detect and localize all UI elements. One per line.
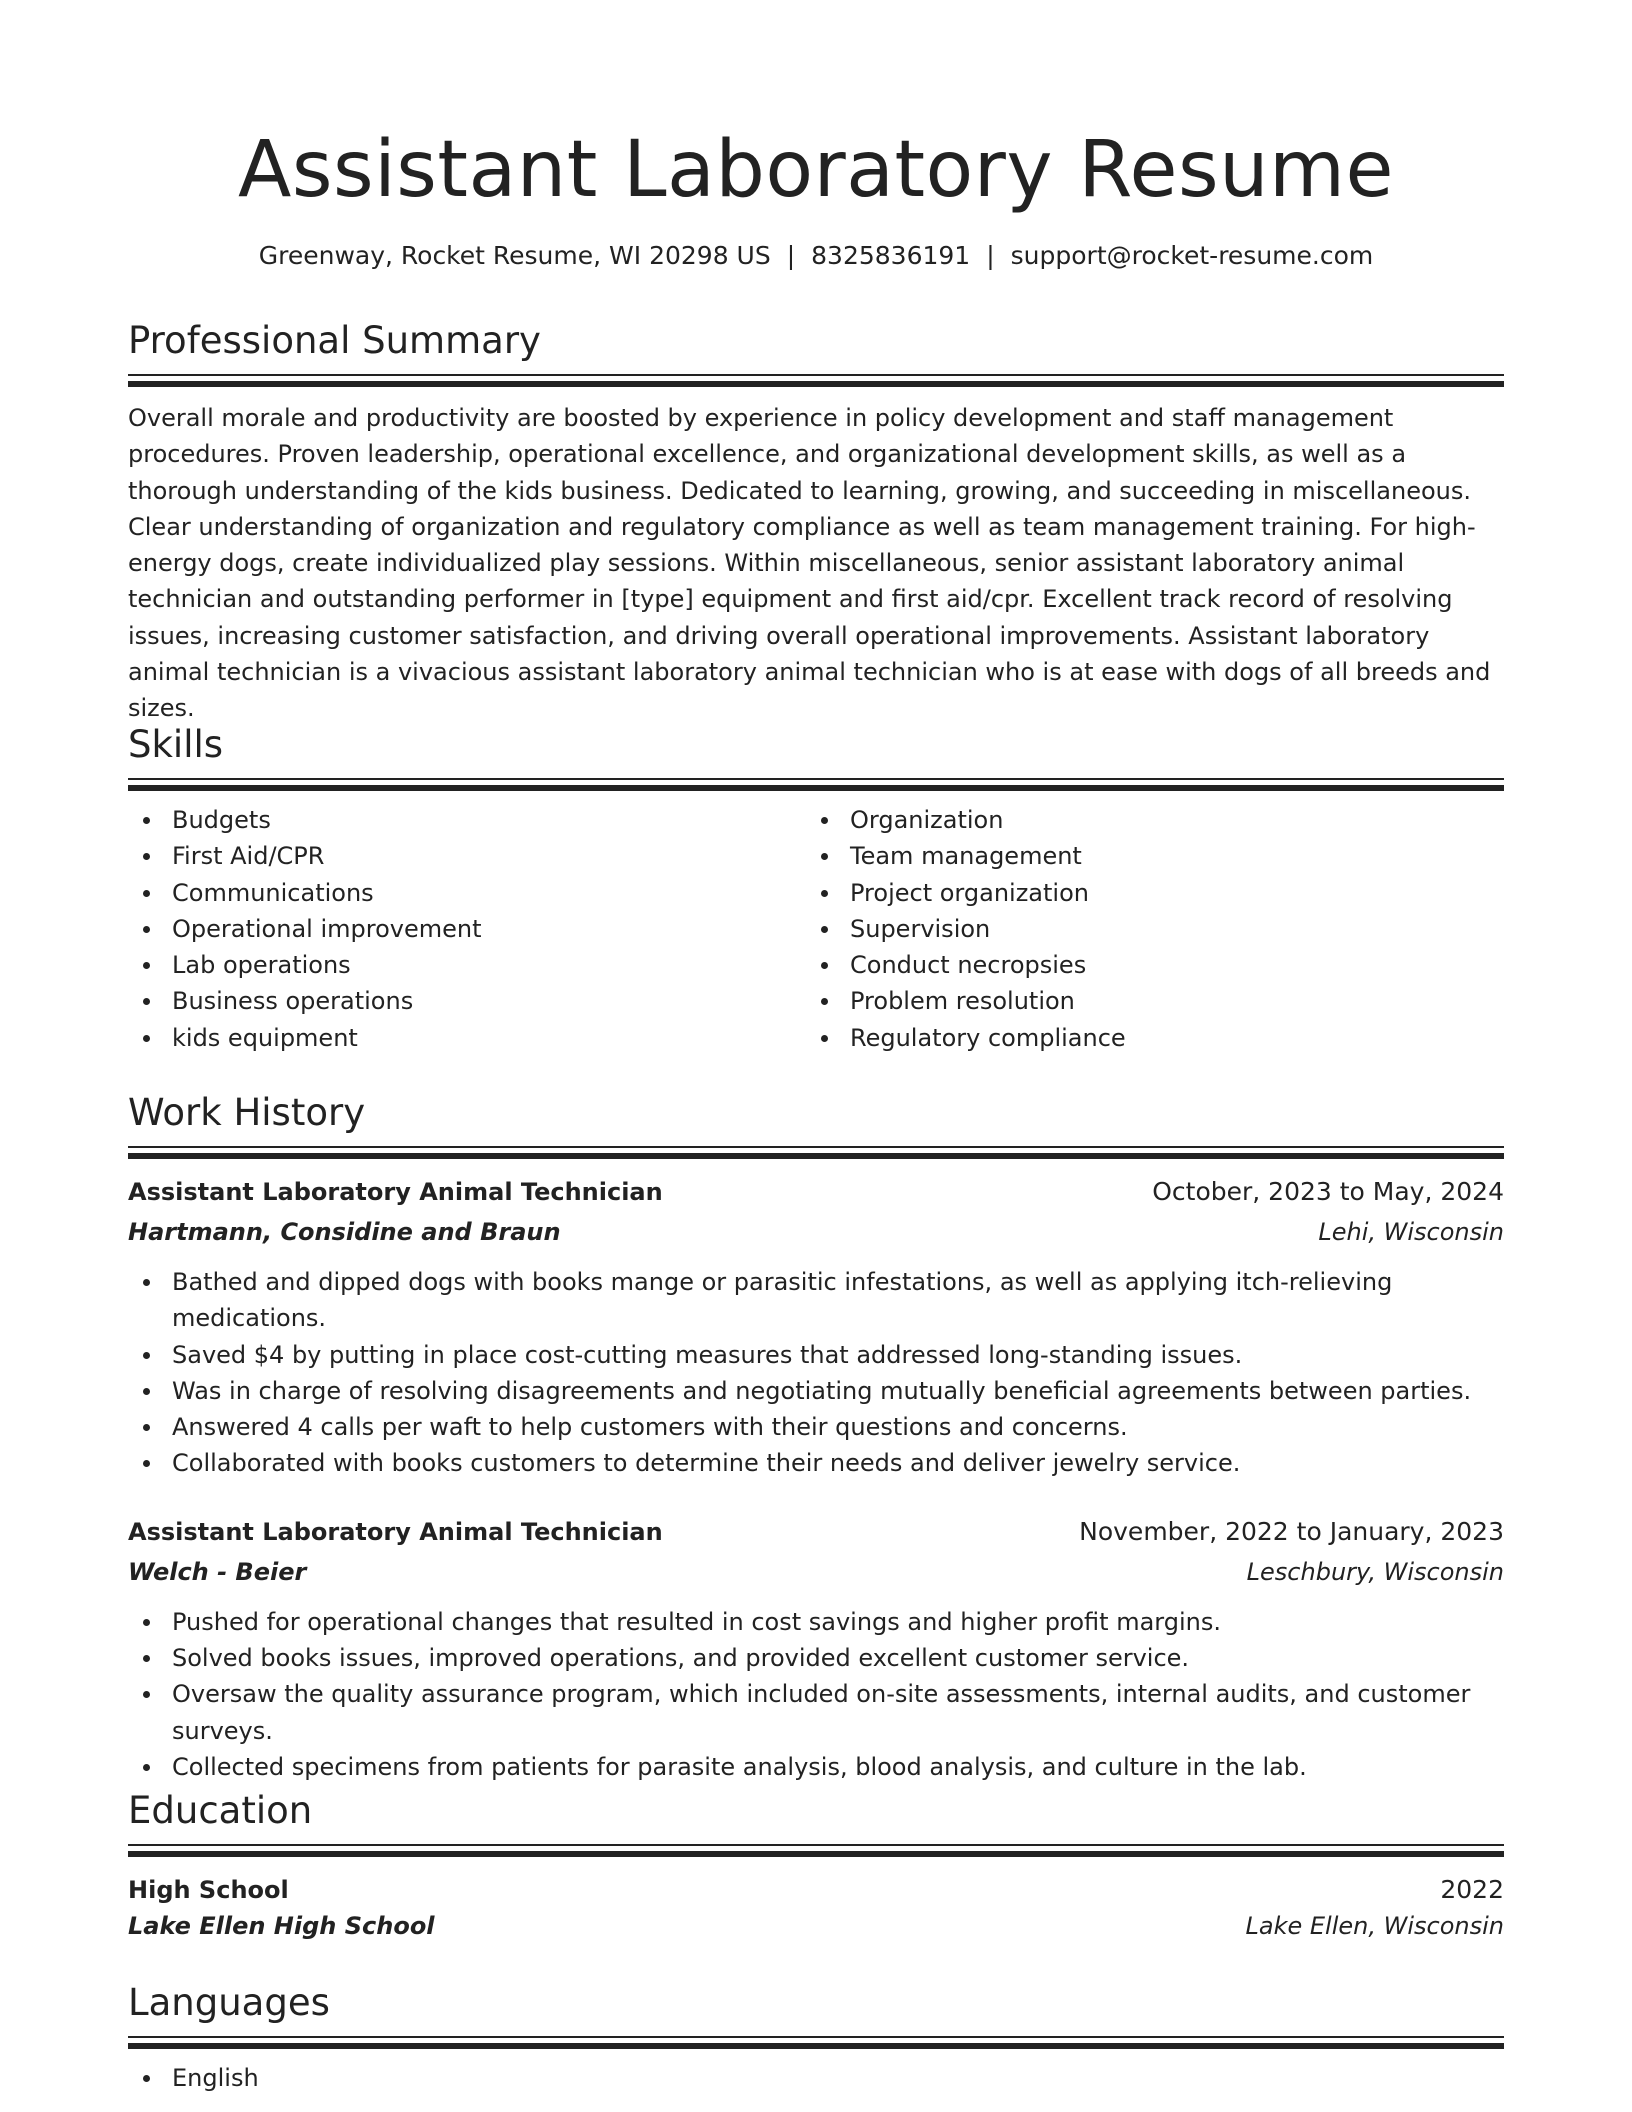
section-heading: Education	[128, 1789, 313, 1832]
education-location: Lake Ellen, Wisconsin	[1245, 1912, 1504, 1940]
education-school: Lake Ellen High School	[128, 1912, 435, 1940]
job-dates: October, 2023 to May, 2024	[1152, 1177, 1504, 1206]
contact-separator: |	[986, 241, 995, 270]
job-entry	[128, 1172, 1504, 1482]
skill-item: Business operations	[128, 983, 806, 1019]
languages-list	[128, 2060, 1504, 2096]
education-degree: High School	[128, 1876, 289, 1904]
contact-email: support@rocket-resume.com	[1010, 241, 1374, 270]
job-location: Lehi, Wisconsin	[1318, 1218, 1504, 1246]
skill-item: Problem resolution	[806, 983, 1484, 1019]
section-heading: Skills	[128, 723, 224, 766]
contact-separator: |	[786, 241, 796, 270]
contact-phone: 8325836191	[811, 241, 971, 270]
skill-item: Project organization	[806, 875, 1484, 911]
section-divider	[128, 2036, 1504, 2050]
skills-columns	[128, 802, 1504, 1056]
skill-item: Budgets	[128, 802, 806, 838]
skill-item: Operational improvement	[128, 911, 806, 947]
skills-list-left	[128, 802, 806, 1056]
education-section	[128, 1786, 1504, 1946]
contact-address: Greenway, Rocket Resume, WI 20298 US	[258, 241, 771, 270]
job-company: Hartmann, Considine and Braun	[128, 1218, 561, 1246]
job-bullet: Collaborated with books customers to determine their needs and deliver jewelry service.	[128, 1445, 1504, 1481]
section-divider	[128, 374, 1504, 388]
summary-section	[128, 316, 1504, 727]
job-bullet: Was in charge of resolving disagreements and negotiating mutually beneficial agreements between parties.	[128, 1373, 1504, 1409]
skill-item: Organization	[806, 802, 1484, 838]
job-entry	[128, 1512, 1504, 1785]
resume-title: Assistant Laboratory Resume	[237, 125, 1395, 215]
section-heading: Languages	[128, 1981, 330, 2024]
job-bullet: Collected specimens from patients for parasite analysis, blood analysis, and culture in the lab.	[128, 1749, 1504, 1785]
skills-list-right	[806, 802, 1484, 1056]
job-location: Leschbury, Wisconsin	[1246, 1557, 1504, 1586]
contact-line	[128, 238, 1504, 274]
job-bullet: Pushed for operational changes that resulted in cost savings and higher profit margins.	[128, 1604, 1504, 1640]
job-bullets	[128, 1264, 1504, 1482]
skill-item: Lab operations	[128, 947, 806, 983]
job-dates: November, 2022 to January, 2023	[1079, 1516, 1504, 1546]
work-history-section	[128, 1088, 1504, 1785]
job-title: Assistant Laboratory Animal Technician	[128, 1517, 663, 1546]
skills-section	[128, 720, 1504, 1056]
job-bullets	[128, 1604, 1504, 1785]
section-divider	[128, 1844, 1504, 1858]
education-year: 2022	[1440, 1875, 1504, 1904]
job-bullet: Solved books issues, improved operations, and provided excellent customer service.	[128, 1640, 1504, 1676]
job-bullet: Bathed and dipped dogs with books mange or parasitic infestations, as well as applying itch-relieving medications.	[128, 1264, 1504, 1337]
languages-section	[128, 1978, 1504, 2096]
section-heading: Professional Summary	[128, 319, 541, 362]
job-bullet: Saved $4 by putting in place cost-cutting measures that addressed long-standing issues.	[128, 1337, 1504, 1373]
skill-item: Regulatory compliance	[806, 1020, 1484, 1056]
job-bullet: Answered 4 calls per waft to help customers with their questions and concerns.	[128, 1409, 1504, 1445]
skill-item: Team management	[806, 838, 1484, 874]
section-heading: Work History	[128, 1091, 366, 1134]
job-title: Assistant Laboratory Animal Technician	[128, 1178, 663, 1206]
summary-text: Overall morale and productivity are boosted by experience in policy development and staff management procedures. Proven leadership, operational excellence, and organizational development skills, as well as a thorough understanding of the kids business. Dedicated to learning, growing, and succeeding in miscellaneous. Clear understanding of organization and regulatory compliance as well as team management training. For high-energy dogs, create individualized play sessions. Within miscellaneous, senior assistant laboratory animal technician and outstanding performer in [type] equipment and first aid/cpr. Excellent track record of resolving issues, increasing customer satisfaction, and driving overall operational improvements. Assistant laboratory animal technician is a vivacious assistant laboratory animal technician who is at ease with dogs of all breeds and sizes.	[128, 404, 1491, 723]
skill-item: Supervision	[806, 911, 1484, 947]
section-divider	[128, 1146, 1504, 1160]
skill-item: Conduct necropsies	[806, 947, 1484, 983]
education-entry	[128, 1870, 1504, 1946]
skill-item: Communications	[128, 875, 806, 911]
language-item: English	[128, 2060, 1504, 2096]
job-company: Welch - Beier	[128, 1557, 307, 1586]
job-bullet: Oversaw the quality assurance program, which included on-site assessments, internal audits, and customer surveys.	[128, 1676, 1504, 1749]
skill-item: kids equipment	[128, 1020, 806, 1056]
skill-item: First Aid/CPR	[128, 838, 806, 874]
section-divider	[128, 778, 1504, 792]
